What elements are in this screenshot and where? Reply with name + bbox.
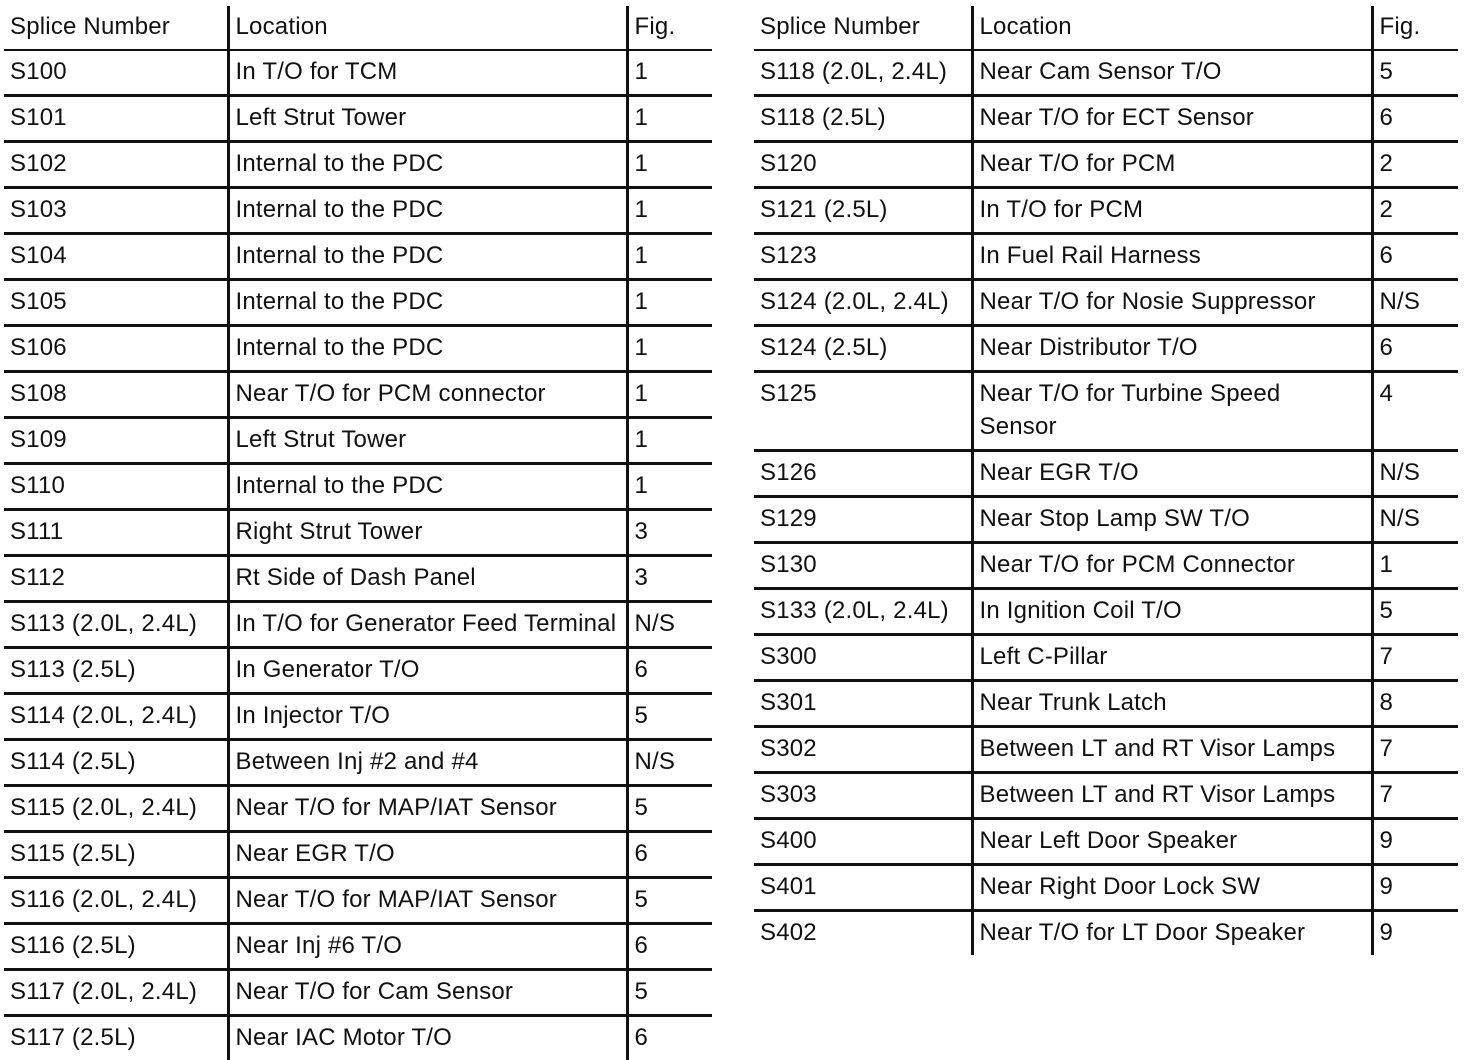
splice-table-left bbox=[4, 6, 712, 1060]
table-header-row bbox=[754, 6, 1458, 50]
splice-number-cell: S402 bbox=[754, 911, 972, 956]
location-cell: Right Strut Tower bbox=[228, 510, 627, 556]
table-row bbox=[4, 50, 712, 96]
table-row bbox=[754, 865, 1458, 911]
fig-cell: 6 bbox=[1372, 234, 1458, 280]
splice-number-cell: S300 bbox=[754, 635, 972, 681]
location-cell: Near Inj #6 T/O bbox=[228, 924, 627, 970]
location-cell: Near EGR T/O bbox=[972, 451, 1372, 497]
location-cell: Near Left Door Speaker bbox=[972, 819, 1372, 865]
splice-table bbox=[4, 6, 712, 1060]
fig-cell: 1 bbox=[627, 464, 712, 510]
splice-number-cell: S133 (2.0L, 2.4L) bbox=[754, 589, 972, 635]
table-row bbox=[754, 819, 1458, 865]
fig-cell: 6 bbox=[627, 1016, 712, 1060]
table-header-row bbox=[4, 6, 712, 50]
fig-cell: 5 bbox=[1372, 589, 1458, 635]
column-header-fig: Fig. bbox=[627, 6, 712, 50]
table-row bbox=[754, 50, 1458, 96]
fig-cell: 3 bbox=[627, 510, 712, 556]
table-row bbox=[754, 451, 1458, 497]
table-row bbox=[754, 280, 1458, 326]
splice-number-cell: S112 bbox=[4, 556, 228, 602]
fig-cell: 6 bbox=[1372, 96, 1458, 142]
splice-number-cell: S101 bbox=[4, 96, 228, 142]
splice-number-cell: S130 bbox=[754, 543, 972, 589]
location-cell: Internal to the PDC bbox=[228, 234, 627, 280]
fig-cell: 7 bbox=[1372, 727, 1458, 773]
splice-number-cell: S303 bbox=[754, 773, 972, 819]
splice-number-cell: S118 (2.5L) bbox=[754, 96, 972, 142]
table-row bbox=[754, 497, 1458, 543]
splice-number-cell: S120 bbox=[754, 142, 972, 188]
fig-cell: 1 bbox=[627, 372, 712, 418]
table-row bbox=[4, 326, 712, 372]
splice-number-cell: S110 bbox=[4, 464, 228, 510]
column-header-splice-number: Splice Number bbox=[754, 6, 972, 50]
location-cell: Left Strut Tower bbox=[228, 418, 627, 464]
location-cell: Left Strut Tower bbox=[228, 96, 627, 142]
location-cell: Near IAC Motor T/O bbox=[228, 1016, 627, 1060]
table-row bbox=[754, 96, 1458, 142]
location-cell: In Injector T/O bbox=[228, 694, 627, 740]
splice-number-cell: S124 (2.0L, 2.4L) bbox=[754, 280, 972, 326]
splice-number-cell: S113 (2.5L) bbox=[4, 648, 228, 694]
fig-cell: 5 bbox=[627, 694, 712, 740]
fig-cell: 1 bbox=[1372, 543, 1458, 589]
table-row bbox=[4, 372, 712, 418]
location-cell: Near T/O for MAP/IAT Sensor bbox=[228, 878, 627, 924]
fig-cell: N/S bbox=[627, 602, 712, 648]
location-cell: In Generator T/O bbox=[228, 648, 627, 694]
splice-number-cell: S113 (2.0L, 2.4L) bbox=[4, 602, 228, 648]
location-cell: Between LT and RT Visor Lamps bbox=[972, 773, 1372, 819]
location-cell: Near T/O for Nosie Suppressor bbox=[972, 280, 1372, 326]
location-cell: In T/O for PCM bbox=[972, 188, 1372, 234]
splice-number-cell: S115 (2.0L, 2.4L) bbox=[4, 786, 228, 832]
fig-cell: 5 bbox=[627, 878, 712, 924]
location-cell: Near T/O for MAP/IAT Sensor bbox=[228, 786, 627, 832]
fig-cell: 1 bbox=[627, 142, 712, 188]
location-cell: Internal to the PDC bbox=[228, 142, 627, 188]
splice-number-cell: S124 (2.5L) bbox=[754, 326, 972, 372]
fig-cell: 1 bbox=[627, 234, 712, 280]
table-row bbox=[754, 234, 1458, 280]
splice-number-cell: S301 bbox=[754, 681, 972, 727]
splice-number-cell: S125 bbox=[754, 372, 972, 451]
table-row bbox=[4, 786, 712, 832]
location-cell: Internal to the PDC bbox=[228, 464, 627, 510]
table-row bbox=[754, 372, 1458, 451]
fig-cell: 6 bbox=[627, 648, 712, 694]
location-cell: In T/O for TCM bbox=[228, 50, 627, 96]
splice-number-cell: S121 (2.5L) bbox=[754, 188, 972, 234]
splice-number-cell: S105 bbox=[4, 280, 228, 326]
table-row bbox=[754, 326, 1458, 372]
splice-number-cell: S109 bbox=[4, 418, 228, 464]
splice-number-cell: S302 bbox=[754, 727, 972, 773]
table-row bbox=[754, 773, 1458, 819]
fig-cell: 1 bbox=[627, 50, 712, 96]
table-row bbox=[754, 188, 1458, 234]
splice-table-right bbox=[754, 6, 1458, 955]
splice-number-cell: S126 bbox=[754, 451, 972, 497]
splice-number-cell: S123 bbox=[754, 234, 972, 280]
splice-number-cell: S102 bbox=[4, 142, 228, 188]
splice-number-cell: S116 (2.0L, 2.4L) bbox=[4, 878, 228, 924]
location-cell: Rt Side of Dash Panel bbox=[228, 556, 627, 602]
fig-cell: 7 bbox=[1372, 773, 1458, 819]
location-cell: Near T/O for PCM connector bbox=[228, 372, 627, 418]
location-cell: Near Cam Sensor T/O bbox=[972, 50, 1372, 96]
fig-cell: N/S bbox=[1372, 451, 1458, 497]
splice-number-cell: S103 bbox=[4, 188, 228, 234]
fig-cell: 9 bbox=[1372, 865, 1458, 911]
fig-cell: 5 bbox=[627, 970, 712, 1016]
splice-number-cell: S111 bbox=[4, 510, 228, 556]
column-header-location: Location bbox=[228, 6, 627, 50]
table-row bbox=[4, 832, 712, 878]
table-row bbox=[754, 727, 1458, 773]
location-cell: Near Distributor T/O bbox=[972, 326, 1372, 372]
splice-number-cell: S116 (2.5L) bbox=[4, 924, 228, 970]
fig-cell: N/S bbox=[1372, 280, 1458, 326]
table-row bbox=[4, 510, 712, 556]
table-row bbox=[754, 681, 1458, 727]
fig-cell: 9 bbox=[1372, 911, 1458, 956]
fig-cell: 2 bbox=[1372, 142, 1458, 188]
table-row bbox=[4, 234, 712, 280]
table-row bbox=[4, 96, 712, 142]
fig-cell: 9 bbox=[1372, 819, 1458, 865]
column-header-fig: Fig. bbox=[1372, 6, 1458, 50]
location-cell: Near EGR T/O bbox=[228, 832, 627, 878]
splice-number-cell: S108 bbox=[4, 372, 228, 418]
table-row bbox=[4, 740, 712, 786]
fig-cell: 1 bbox=[627, 326, 712, 372]
location-cell: Near T/O for PCM Connector bbox=[972, 543, 1372, 589]
column-header-location: Location bbox=[972, 6, 1372, 50]
location-cell: Between LT and RT Visor Lamps bbox=[972, 727, 1372, 773]
table-body bbox=[754, 50, 1458, 955]
table-row bbox=[4, 556, 712, 602]
fig-cell: 1 bbox=[627, 418, 712, 464]
column-header-splice-number: Splice Number bbox=[4, 6, 228, 50]
fig-cell: 1 bbox=[627, 96, 712, 142]
location-cell: Near T/O for Turbine Speed Sensor bbox=[972, 372, 1372, 451]
table-row bbox=[4, 694, 712, 740]
fig-cell: 5 bbox=[1372, 50, 1458, 96]
table-row bbox=[4, 924, 712, 970]
fig-cell: 5 bbox=[627, 786, 712, 832]
table-row bbox=[4, 648, 712, 694]
splice-number-cell: S117 (2.5L) bbox=[4, 1016, 228, 1060]
splice-number-cell: S104 bbox=[4, 234, 228, 280]
fig-cell: 6 bbox=[627, 924, 712, 970]
table-row bbox=[4, 418, 712, 464]
location-cell: Near T/O for LT Door Speaker bbox=[972, 911, 1372, 956]
location-cell: Near Trunk Latch bbox=[972, 681, 1372, 727]
splice-number-cell: S129 bbox=[754, 497, 972, 543]
table-row bbox=[754, 142, 1458, 188]
fig-cell: 1 bbox=[627, 280, 712, 326]
splice-number-cell: S115 (2.5L) bbox=[4, 832, 228, 878]
table-row bbox=[4, 142, 712, 188]
fig-cell: 7 bbox=[1372, 635, 1458, 681]
table-row bbox=[754, 911, 1458, 956]
fig-cell: 6 bbox=[1372, 326, 1458, 372]
table-row bbox=[4, 464, 712, 510]
fig-cell: 8 bbox=[1372, 681, 1458, 727]
location-cell: Internal to the PDC bbox=[228, 188, 627, 234]
splice-number-cell: S401 bbox=[754, 865, 972, 911]
location-cell: Left C-Pillar bbox=[972, 635, 1372, 681]
table-row bbox=[4, 878, 712, 924]
splice-number-cell: S400 bbox=[754, 819, 972, 865]
location-cell: In T/O for Generator Feed Terminal bbox=[228, 602, 627, 648]
splice-number-cell: S106 bbox=[4, 326, 228, 372]
location-cell: Near T/O for ECT Sensor bbox=[972, 96, 1372, 142]
table-row bbox=[4, 188, 712, 234]
table-row bbox=[4, 602, 712, 648]
fig-cell: N/S bbox=[1372, 497, 1458, 543]
location-cell: Near Right Door Lock SW bbox=[972, 865, 1372, 911]
location-cell: Near T/O for Cam Sensor bbox=[228, 970, 627, 1016]
table-body bbox=[4, 50, 712, 1060]
location-cell: Near T/O for PCM bbox=[972, 142, 1372, 188]
table-row bbox=[4, 970, 712, 1016]
splice-table bbox=[754, 6, 1458, 955]
table-row bbox=[754, 589, 1458, 635]
location-cell: In Fuel Rail Harness bbox=[972, 234, 1372, 280]
fig-cell: 3 bbox=[627, 556, 712, 602]
location-cell: Near Stop Lamp SW T/O bbox=[972, 497, 1372, 543]
location-cell: Between Inj #2 and #4 bbox=[228, 740, 627, 786]
fig-cell: N/S bbox=[627, 740, 712, 786]
fig-cell: 6 bbox=[627, 832, 712, 878]
splice-number-cell: S118 (2.0L, 2.4L) bbox=[754, 50, 972, 96]
table-row bbox=[754, 635, 1458, 681]
location-cell: Internal to the PDC bbox=[228, 326, 627, 372]
fig-cell: 2 bbox=[1372, 188, 1458, 234]
table-row bbox=[4, 1016, 712, 1060]
splice-number-cell: S114 (2.5L) bbox=[4, 740, 228, 786]
table-row bbox=[754, 543, 1458, 589]
splice-number-cell: S100 bbox=[4, 50, 228, 96]
table-row bbox=[4, 280, 712, 326]
fig-cell: 1 bbox=[627, 188, 712, 234]
splice-number-cell: S117 (2.0L, 2.4L) bbox=[4, 970, 228, 1016]
location-cell: Internal to the PDC bbox=[228, 280, 627, 326]
location-cell: In Ignition Coil T/O bbox=[972, 589, 1372, 635]
splice-number-cell: S114 (2.0L, 2.4L) bbox=[4, 694, 228, 740]
fig-cell: 4 bbox=[1372, 372, 1458, 451]
